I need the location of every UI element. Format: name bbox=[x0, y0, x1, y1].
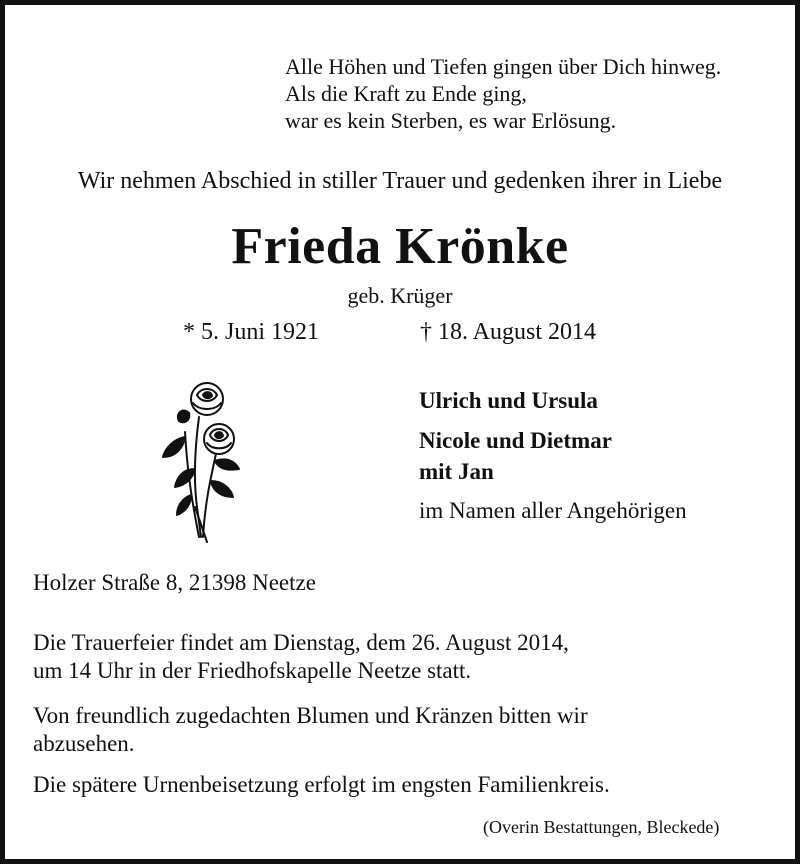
death-date: † 18. August 2014 bbox=[420, 319, 597, 345]
birth-date: * 5. Juni 1921 bbox=[183, 319, 320, 345]
mourner-line: mit Jan bbox=[419, 459, 494, 484]
notice-line: um 14 Uhr in der Friedhofskapelle Neetze statt. bbox=[33, 658, 472, 683]
poem-line: war es kein Sterben, es war Erlösung. bbox=[285, 108, 617, 133]
notice-line: Von freundlich zugedachten Blumen und Kränzen bitten wir bbox=[33, 703, 588, 728]
notice-line: Die Trauerfeier findet am Dienstag, dem 26. August 2014, bbox=[33, 630, 569, 655]
mourner-line: Ulrich und Ursula bbox=[419, 388, 598, 413]
undertaker-credit: (Overin Bestattungen, Bleckede) bbox=[483, 817, 720, 837]
rose-bouquet-icon bbox=[155, 377, 251, 545]
notice-line: abzusehen. bbox=[33, 731, 135, 756]
deceased-name: Frieda Krönke bbox=[231, 218, 569, 275]
poem-line: Alle Höhen und Tiefen gingen über Dich hinweg. bbox=[285, 54, 722, 79]
burial-notice bbox=[33, 771, 610, 799]
ceremony-notice bbox=[33, 629, 569, 685]
intro-text: Wir nehmen Abschied in stiller Trauer und gedenken ihrer in Liebe bbox=[77, 168, 723, 194]
flowers-notice bbox=[33, 702, 588, 758]
address: Holzer Straße 8, 21398 Neetze bbox=[33, 570, 316, 595]
poem bbox=[285, 53, 721, 134]
birth-name: geb. Krüger bbox=[347, 283, 453, 308]
poem-line: Als die Kraft zu Ende ging, bbox=[285, 81, 527, 106]
notice-line: Die spätere Urnenbeisetzung erfolgt im engsten Familienkreis. bbox=[33, 772, 610, 797]
mourner-line: Nicole und Dietmar bbox=[419, 428, 612, 453]
on-behalf-text: im Namen aller Angehörigen bbox=[419, 498, 687, 523]
